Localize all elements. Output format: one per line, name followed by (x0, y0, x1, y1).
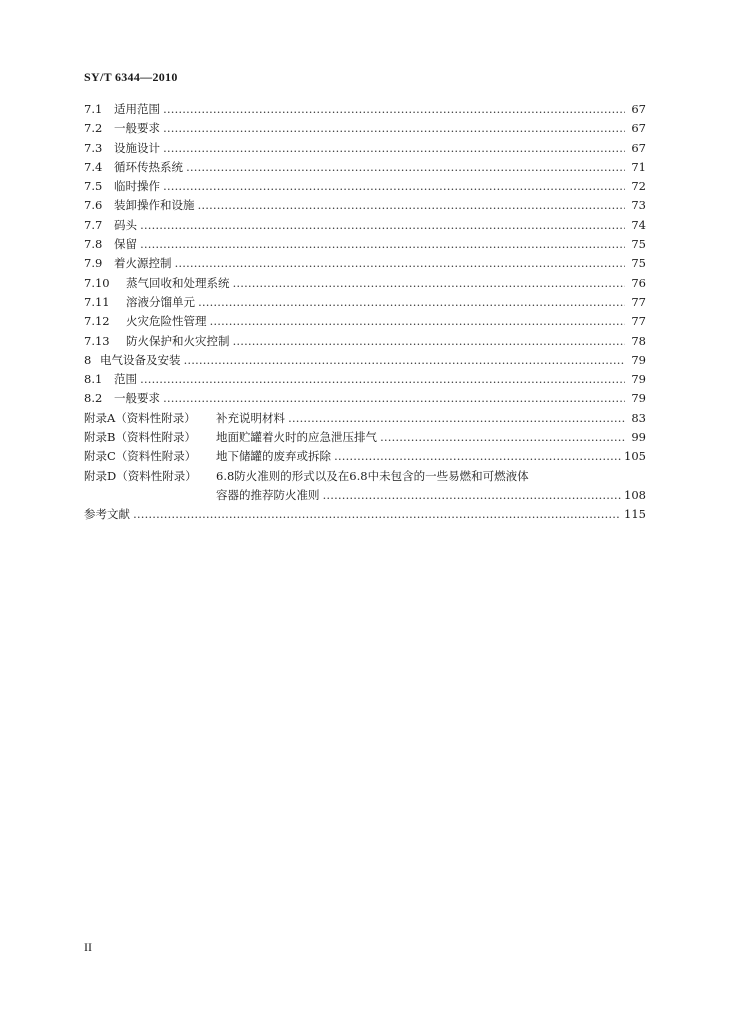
toc-entry-title: 临时操作 (114, 179, 160, 194)
toc-entry-page: 75 (631, 256, 646, 271)
toc-entry-number: 附录B（资料性附录） (84, 430, 196, 445)
toc-entry-title: 装卸操作和设施 (114, 198, 195, 213)
toc-entry-title: 循环传热系统 (114, 159, 183, 174)
toc-entry-number: 7.5 (84, 179, 103, 194)
toc-entry-page: 79 (631, 352, 646, 367)
toc-entry-page: 74 (631, 217, 646, 232)
toc-entry-number: 8 (84, 352, 92, 367)
toc-entry-number: 附录A（资料性附录） (84, 410, 196, 425)
toc-dot-leader (163, 391, 625, 405)
toc-entry-title: 适用范围 (114, 102, 160, 116)
toc-entry[interactable] (84, 255, 646, 274)
toc-entry-page: 108 (624, 487, 646, 502)
toc-entry[interactable] (84, 294, 646, 313)
toc-entry-number: 8.2 (84, 391, 103, 406)
toc-entry-number: 附录C（资料性附录） (84, 449, 197, 464)
toc-dot-leader (163, 121, 625, 135)
toc-entry-page: 79 (631, 391, 646, 406)
toc-entry-page: 72 (631, 179, 646, 194)
toc-entry[interactable] (84, 371, 646, 390)
toc-dot-leader (233, 334, 626, 348)
toc-entry-title: 保留 (114, 237, 137, 252)
toc-entry-title: 范围 (114, 372, 137, 387)
toc-dot-leader (163, 141, 625, 155)
toc-dot-leader (133, 507, 621, 521)
toc-entry-page: 67 (631, 121, 646, 136)
page-number-footer: II (84, 940, 92, 954)
toc-entry-page: 67 (631, 102, 646, 116)
toc-dot-leader (380, 430, 625, 444)
toc-dot-leader (175, 256, 626, 270)
toc-entry[interactable] (84, 313, 646, 332)
toc-entry-number: 8.1 (84, 372, 103, 387)
table-of-contents (84, 101, 646, 526)
toc-dot-leader (198, 295, 625, 309)
toc-entry-page: 77 (631, 294, 646, 309)
toc-entry-number: 7.6 (84, 198, 103, 213)
toc-entry-number: 7.1 (84, 102, 103, 116)
toc-entry-title: 补充说明材料 (216, 410, 285, 425)
toc-entry[interactable] (84, 410, 646, 429)
toc-entry-number: 参考文献 (84, 507, 130, 522)
toc-entry[interactable] (84, 120, 646, 139)
toc-dot-leader (140, 218, 625, 232)
toc-entry-title: 溶液分馏单元 (126, 294, 195, 309)
toc-entry-title: 容器的推荐防火准则 (216, 487, 320, 502)
toc-dot-leader (210, 314, 626, 328)
toc-entry[interactable] (84, 178, 646, 197)
toc-dot-leader (233, 276, 626, 290)
toc-entry[interactable] (84, 217, 646, 236)
toc-dot-leader (184, 353, 626, 367)
toc-dot-leader (163, 102, 625, 116)
toc-entry-page: 75 (631, 237, 646, 252)
toc-entry[interactable] (84, 429, 646, 448)
toc-entry-title: 火灾危险性管理 (126, 314, 207, 329)
toc-dot-leader (163, 179, 625, 193)
toc-entry[interactable] (84, 333, 646, 352)
toc-entry-number: 7.9 (84, 256, 103, 271)
toc-entry-number: 7.2 (84, 121, 103, 136)
toc-entry-title: 着火源控制 (114, 256, 172, 271)
toc-dot-leader (198, 198, 626, 212)
toc-dot-leader (323, 488, 622, 502)
toc-entry-page: 67 (631, 140, 646, 155)
toc-entry-page: 105 (624, 449, 646, 464)
toc-entry-number: 7.11 (84, 294, 110, 309)
toc-entry[interactable] (84, 140, 646, 159)
toc-entry-number: 附录D（资料性附录） (84, 468, 197, 483)
toc-entry-title: 设施设计 (114, 140, 160, 155)
toc-entry[interactable] (84, 352, 646, 371)
toc-entry[interactable] (84, 487, 646, 506)
toc-entry[interactable] (84, 506, 646, 525)
toc-entry[interactable] (84, 390, 646, 409)
toc-dot-leader (140, 372, 625, 386)
toc-entry-title: 一般要求 (114, 391, 160, 406)
toc-entry-page: 73 (631, 198, 646, 213)
toc-entry-title: 码头 (114, 217, 137, 232)
toc-entry-number: 7.10 (84, 275, 110, 290)
toc-entry-title: 一般要求 (114, 121, 160, 136)
toc-entry-page: 115 (624, 507, 646, 522)
toc-entry-title: 蒸气回收和处理系统 (126, 275, 230, 290)
toc-entry[interactable] (84, 448, 646, 467)
toc-entry-title: 地下储罐的废弃或拆除 (216, 449, 331, 464)
toc-entry-title: 6.8防火准则的形式以及在6.8中未包含的一些易燃和可燃液体 (216, 468, 529, 483)
toc-entry[interactable] (84, 197, 646, 216)
toc-entry-number: 7.3 (84, 140, 103, 155)
toc-entry-title: 防火保护和火灾控制 (126, 333, 230, 348)
toc-entry-number: 7.13 (84, 333, 110, 348)
toc-dot-leader (186, 160, 625, 174)
toc-entry[interactable] (84, 468, 646, 487)
toc-entry-page: 76 (631, 275, 646, 290)
toc-entry-page: 99 (631, 430, 646, 445)
toc-entry-page: 71 (631, 159, 646, 174)
toc-entry-page: 78 (631, 333, 646, 348)
toc-entry-page: 77 (631, 314, 646, 329)
toc-entry-number: 7.8 (84, 237, 103, 252)
toc-entry-number: 7.4 (84, 159, 103, 174)
toc-entry-title: 地面贮罐着火时的应急泄压排气 (216, 430, 377, 445)
toc-entry-page: 83 (631, 410, 646, 425)
toc-entry[interactable] (84, 101, 646, 120)
document-code-header: SY/T 6344—2010 (84, 70, 178, 84)
toc-entry[interactable] (84, 236, 646, 255)
toc-entry-page: 79 (631, 372, 646, 387)
toc-entry-number: 7.7 (84, 217, 103, 232)
toc-entry-number: 7.12 (84, 314, 110, 329)
toc-entry[interactable] (84, 159, 646, 178)
toc-dot-leader (140, 237, 625, 251)
toc-entry-title: 电气设备及安装 (100, 352, 181, 367)
toc-entry[interactable] (84, 275, 646, 294)
toc-dot-leader (288, 411, 625, 425)
toc-dot-leader (334, 449, 621, 463)
